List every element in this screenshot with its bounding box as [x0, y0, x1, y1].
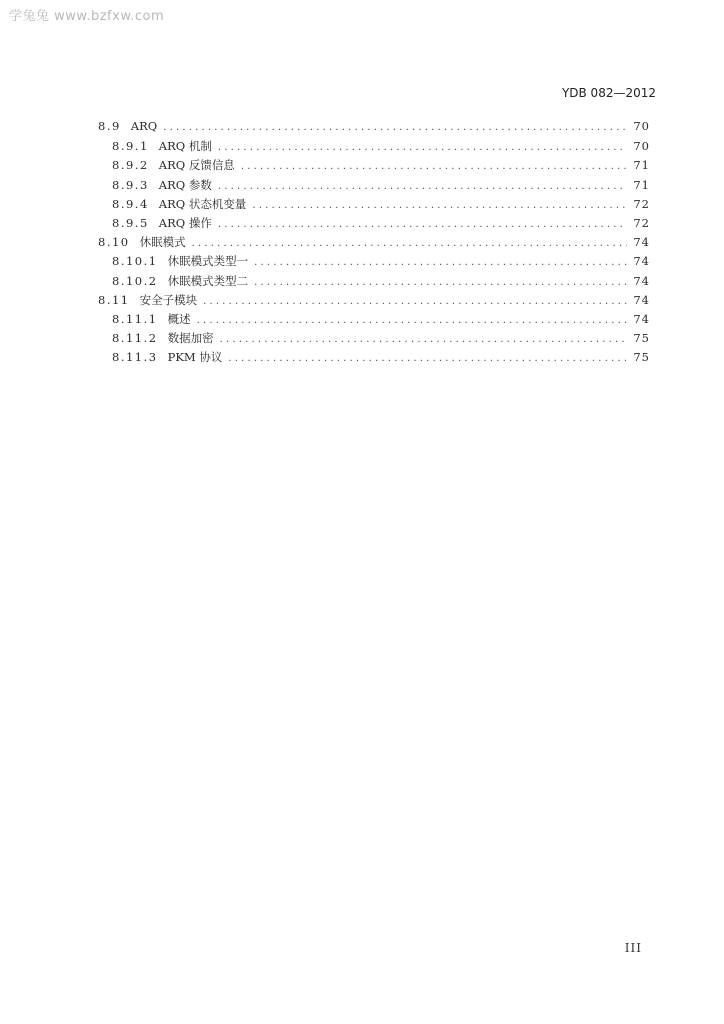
toc-page-number: 70	[633, 139, 650, 154]
toc-section-title: ARQ 反馈信息	[158, 158, 235, 173]
toc-section-title: ARQ 状态机变量	[158, 196, 247, 211]
toc-leader-dots	[192, 238, 628, 249]
toc-section-number: 8.9.1	[112, 139, 149, 154]
toc-leader-dots	[254, 277, 627, 288]
toc-entry[interactable]	[98, 330, 650, 349]
toc-section-number: 8.11	[98, 292, 130, 307]
toc-section-title: ARQ	[130, 119, 158, 133]
toc-entry[interactable]	[98, 349, 650, 368]
toc-page-number: 74	[633, 292, 650, 307]
toc-entry[interactable]	[98, 234, 650, 253]
toc-leader-dots	[218, 181, 628, 192]
toc-section-title: ARQ 操作	[158, 215, 212, 230]
toc-section-number: 8.10	[98, 235, 130, 250]
toc-page-number: 72	[633, 215, 650, 230]
toc-section-title: 休眠模式	[139, 235, 186, 250]
toc-page-number: 75	[633, 331, 650, 346]
document-code: YDB 082—2012	[561, 86, 656, 100]
toc-page-number: 74	[633, 254, 650, 269]
toc-section-number: 8.11.1	[112, 311, 158, 326]
toc-entry[interactable]	[98, 119, 650, 138]
toc-section-title: ARQ 机制	[158, 139, 212, 154]
toc-page-number: 72	[633, 196, 650, 211]
toc-page-number: 71	[633, 158, 650, 173]
toc-section-number: 8.9.4	[112, 196, 149, 211]
toc-section-number: 8.9.2	[112, 158, 149, 173]
watermark: 学兔兔 www.bzfxw.com	[9, 9, 165, 24]
toc-section-number: 8.9.3	[112, 177, 149, 192]
toc-section-title: 数据加密	[167, 331, 214, 346]
toc-leader-dots	[218, 219, 628, 230]
toc-section-title: 概述	[167, 311, 191, 326]
toc-leader-dots	[197, 315, 628, 326]
toc-section-title: 休眠模式类型二	[167, 273, 249, 288]
toc-section-title: ARQ 参数	[158, 177, 212, 192]
toc-section-number: 8.11.3	[112, 350, 158, 365]
toc-section-number: 8.10.1	[112, 254, 158, 269]
toc-leader-dots	[163, 122, 627, 133]
toc-entry[interactable]	[98, 273, 650, 292]
toc-page-number: 74	[633, 273, 650, 288]
toc-page-number: 70	[633, 119, 650, 133]
toc-leader-dots	[252, 200, 627, 211]
toc-section-title: PKM 协议	[167, 350, 223, 365]
toc-page-number: 74	[633, 235, 650, 250]
toc-section-number: 8.11.2	[112, 331, 158, 346]
toc-entry[interactable]	[98, 157, 650, 176]
toc-leader-dots	[203, 296, 627, 307]
toc-leader-dots	[220, 334, 628, 345]
toc-entry[interactable]	[98, 138, 650, 157]
toc-entry[interactable]	[98, 253, 650, 272]
toc-section-number: 8.10.2	[112, 273, 158, 288]
toc-leader-dots	[218, 142, 628, 153]
toc-entry[interactable]	[98, 215, 650, 234]
toc-section-number: 8.9.5	[112, 215, 149, 230]
page-number: III	[624, 941, 642, 955]
toc-leader-dots	[254, 257, 627, 268]
toc-page-number: 71	[633, 177, 650, 192]
toc-entry[interactable]	[98, 177, 650, 196]
toc-leader-dots	[228, 353, 627, 364]
toc-entry[interactable]	[98, 196, 650, 215]
toc-leader-dots	[241, 161, 628, 172]
toc-section-title: 安全子模块	[139, 292, 198, 307]
toc-entry[interactable]	[98, 292, 650, 311]
table-of-contents	[98, 119, 650, 368]
toc-section-number: 8.9	[98, 119, 121, 133]
toc-entry[interactable]	[98, 311, 650, 330]
toc-section-title: 休眠模式类型一	[167, 254, 249, 269]
toc-page-number: 74	[633, 311, 650, 326]
toc-page-number: 75	[633, 350, 650, 365]
